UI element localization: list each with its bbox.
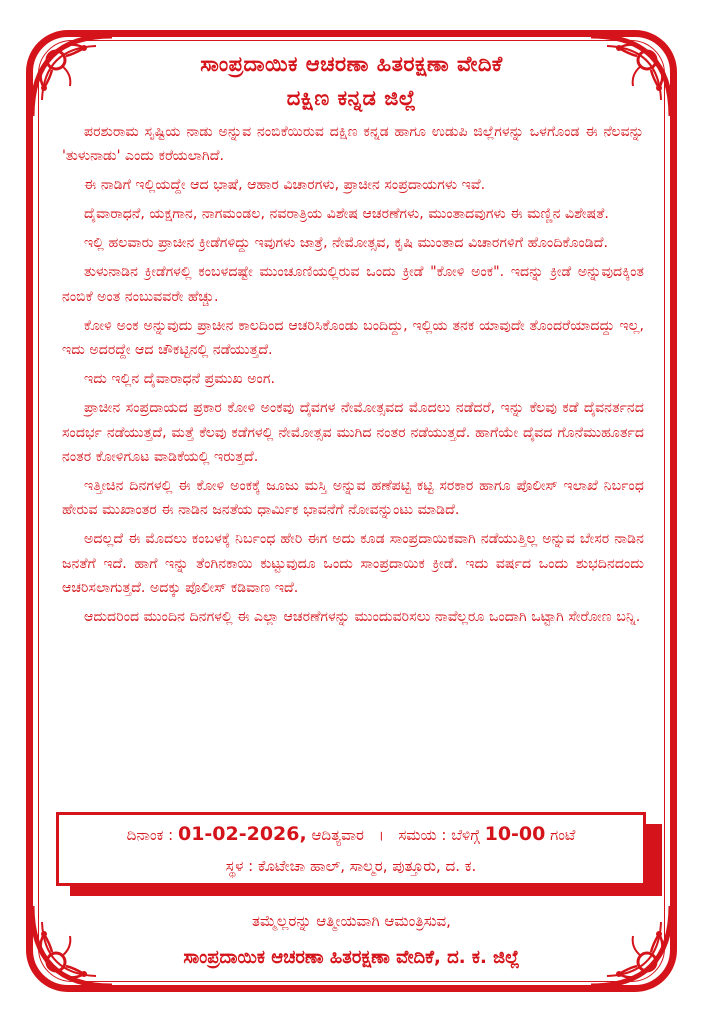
body-text xyxy=(62,120,644,634)
paragraph: ಕೋಳಿ ಅಂಕ ಅನ್ನುವುದು ಪ್ರಾಚೀನ ಕಾಲದಿಂದ ಆಚರಿಸಿಕೊಂಡು ಬಂದಿದ್ದು, ಇಲ್ಲಿಯ ತನಕ ಯಾವುದೇ ತೊಂದರೆಯಾದದ್ದು ಇಲ್ಲ, ಇದು ಅದರದ್ದೇ ಆದ ಚೌಕಟ್ಟಿನಲ್ಲಿ ನಡೆಯುತ್ತದೆ. xyxy=(62,317,644,359)
invitation-text: ತಮ್ಮೆಲ್ಲರನ್ನು ಆತ್ಮೀಯವಾಗಿ ಆಮಂತ್ರಿಸುವ, xyxy=(252,912,451,930)
paragraph: ದೈವಾರಾಧನೆ, ಯಕ್ಷಗಾನ, ನಾಗಮಂಡಲ, ನವರಾತ್ರಿಯ ವಿಶೇಷ ಆಚರಣೆಗಳು, ಮುಂತಾದವುಗಳು ಈ ಮಣ್ಣಿನ ವಿಶೇಷತೆ. xyxy=(84,206,609,223)
paragraph: ಆದುದರಿಂದ ಮುಂದಿನ ದಿನಗಳಲ್ಲಿ ಈ ಎಲ್ಲಾ ಆಚರಣೆಗಳನ್ನು ಮುಂದುವರಿಸಲು ನಾವೆಲ್ಲರೂ ಒಂದಾಗಿ ಒಟ್ಟಾಗಿ ಸೇರೋಣ ಬನ್ನಿ. xyxy=(84,609,641,626)
paragraph: ತುಳುನಾಡಿನ ಕ್ರೀಡೆಗಳಲ್ಲಿ ಕಂಬಳದಷ್ಟೇ ಮುಂಚೂಣಿಯಲ್ಲಿರುವ ಒಂದು ಕ್ರೀಡೆ "ಕೋಳಿ ಅಂಕ". ಇದನ್ನು ಕ್ರೀಡೆ ಅನ್ನುವುದಕ್ಕಿಂತ ನಂಬಿಕೆ ಅಂತ ನಂಬುವವರೇ ಹೆಚ್ಚು. xyxy=(62,264,644,305)
date-label: ದಿನಾಂಕ : xyxy=(126,826,174,844)
event-date: 01-02-2026, xyxy=(177,823,307,845)
paragraph: ಪ್ರಾಚೀನ ಸಂಪ್ರದಾಯದ ಪ್ರಕಾರ ಕೋಳಿ ಅಂಕವು ದೈವಗಳ ನೇಮೋತ್ಸವದ ಮೊದಲು ನಡೆದರೆ, ಇನ್ನು ಕೆಲವು ಕಡೆ ದೈವನರ್ತನದ ಸಂದರ್ಭ ನಡೆಯುತ್ತದೆ, ಮತ್ತೆ ಕೆಲವು ಕಡೆಗಳಲ್ಲಿ ನೇಮೋತ್ಸವ ಮುಗಿದ ನಂತರ ನಡೆಯುತ್ತದೆ. ಹಾಗೆಯೇ ದೈವದ ಗೊನೆಮುಹೂರ್ತದ ನಂತರ ಕೋಳಿಗೂಟ ವಾಡಿಕೆಯಲ್ಲಿ ಇರುತ್ತದೆ. xyxy=(62,400,644,466)
event-datetime-row xyxy=(59,823,643,845)
separator: । xyxy=(378,826,385,844)
paragraph: ಇತ್ತೀಚಿನ ದಿನಗಳಲ್ಲಿ ಈ ಕೋಳಿ ಅಂಕಕ್ಕೆ ಜೂಜು ಮಸ್ತಿ ಅನ್ನುವ ಹಣೆಪಟ್ಟಿ ಕಟ್ಟಿ ಸರಕಾರ ಹಾಗೂ ಪೊಲೀಸ್ ಇಲಾಖೆ ನಿರ್ಬಂಧ ಹೇರುವ ಮುಖಾಂತರ ಈ ನಾಡಿನ ಜನತೆಯ ಧಾರ್ಮಿಕ ಭಾವನೆಗೆ ನೋವನ್ನುಂಟು ಮಾಡಿದೆ. xyxy=(62,478,644,519)
time-suffix: ಗಂಟೆ xyxy=(550,826,576,844)
district-title: ದಕ್ಷಿಣ ಕನ್ನಡ ಜಿಲ್ಲೆ xyxy=(286,86,417,110)
organization-title: ಸಾಂಪ್ರದಾಯಿಕ ಆಚರಣಾ ಹಿತರಕ್ಷಣಾ ವೇದಿಕೆ xyxy=(200,52,503,76)
event-venue-row xyxy=(59,857,643,875)
time-label: ಸಮಯ : ಬೆಳಿಗ್ಗೆ xyxy=(398,826,480,844)
paragraph: ಇಲ್ಲಿ ಹಲವಾರು ಪ್ರಾಚೀನ ಕ್ರೀಡೆಗಳಿದ್ದು ಇವುಗಳು ಜಾತ್ರೆ, ನೇಮೋತ್ಸವ, ಕೃಷಿ ಮುಂತಾದ ವಿಚಾರಗಳಿಗೆ ಹೊಂದಿಕೊಂಡಿದೆ. xyxy=(84,235,608,252)
paragraph: ಇದು ಇಲ್ಲಿನ ದೈವಾರಾಧನೆ ಪ್ರಮುಖ ಅಂಗ. xyxy=(84,371,276,388)
venue-label: ಸ್ಥಳ : xyxy=(225,857,254,875)
event-venue: ಕೊಟೇಚಾ ಹಾಲ್, ಸಾಲ್ಮರ, ಪುತ್ತೂರು, ದ. ಕ. xyxy=(257,857,477,875)
paragraph: ಅದಲ್ಲದೆ ಈ ಮೊದಲು ಕಂಬಳಕ್ಕೆ ನಿರ್ಬಂಧ ಹೇರಿ ಈಗ ಅದು ಕೂಡ ಸಾಂಪ್ರದಾಯಿಕವಾಗಿ ನಡೆಯುತ್ತಿಲ್ಲ ಅನ್ನುವ ಬೇಸರ ನಾಡಿನ ಜನತೆಗೆ ಇದೆ. ಹಾಗೆ ಇನ್ನು ತೆಂಗಿನಕಾಯಿ ಕುಟ್ಟುವುದೂ ಒಂದು ಸಾಂಪ್ರದಾಯಿಕ ಕ್ರೀಡೆ. ಇದು ವರ್ಷದ ಒಂದು ಶುಭದಿನದಂದು ಆಚರಿಸಲಾಗುತ್ತದೆ. ಅದಕ್ಕು ಪೊಲೀಸ್ ಕಡಿವಾಣ ಇದೆ. xyxy=(62,531,644,597)
paragraph: ಪರಶುರಾಮ ಸೃಷ್ಟಿಯ ನಾಡು ಅನ್ನುವ ನಂಬಿಕೆಯಿರುವ ದಕ್ಷಿಣ ಕನ್ನಡ ಹಾಗೂ ಉಡುಪಿ ಜಿಲ್ಲೆಗಳನ್ನು ಒಳಗೊಂಡ ಈ ನೆಲವನ್ನು 'ತುಳುನಾಡು' ಎಂದು ಕರೆಯಲಾಗಿದೆ. xyxy=(62,124,644,165)
event-day: ಆದಿತ್ಯವಾರ xyxy=(311,826,364,844)
event-time: 10-00 xyxy=(484,823,546,845)
paragraph: ಈ ನಾಡಿಗೆ ಇಲ್ಲಿಯದ್ದೇ ಆದ ಭಾಷೆ, ಆಹಾರ ವಿಚಾರಗಳು, ಪ್ರಾಚೀನ ಸಂಪ್ರದಾಯಗಳು ಇವೆ. xyxy=(84,177,486,194)
event-details-box xyxy=(56,812,646,886)
organizer-signature: ಸಾಂಪ್ರದಾಯಿಕ ಆಚರಣಾ ಹಿತರಕ್ಷಣಾ ವೇದಿಕೆ, ದ. ಕ. ಜಿಲ್ಲೆ xyxy=(183,947,520,968)
